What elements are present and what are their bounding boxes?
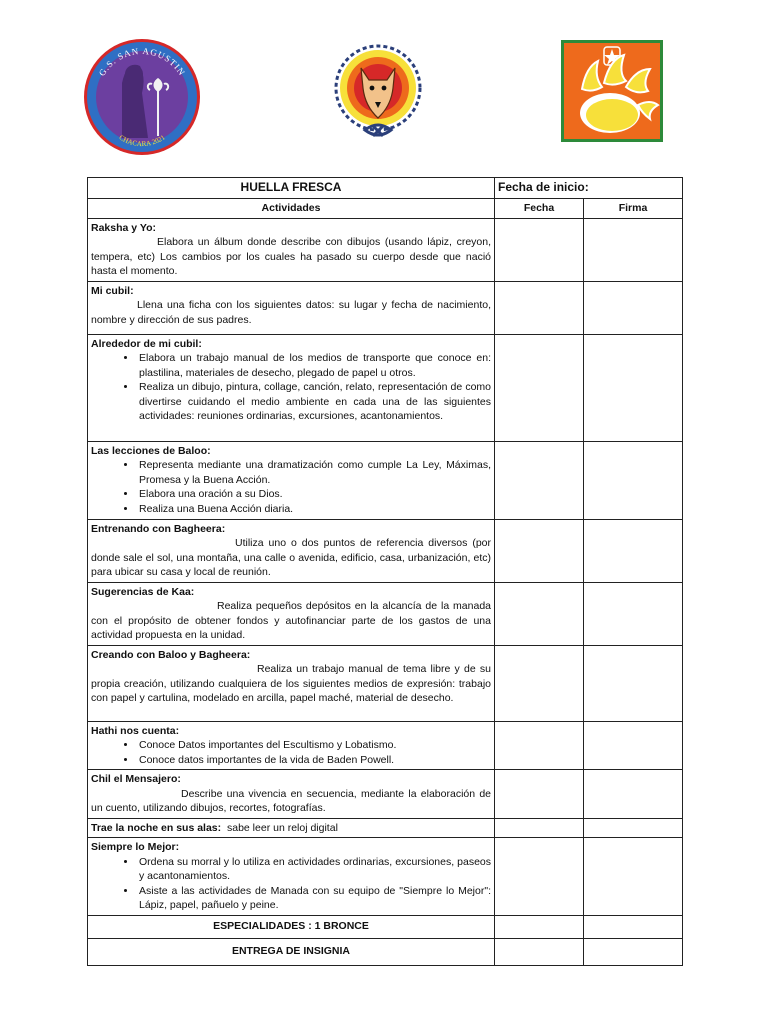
activity-text: sabe leer un reloj digital <box>227 821 338 834</box>
date-cell[interactable] <box>495 838 584 916</box>
activity-title: Trae la noche en sus alas: <box>91 821 222 834</box>
paw-badge-logo <box>560 39 664 143</box>
insignia-cell: ENTREGA DE INSIGNIA <box>88 938 495 965</box>
date-cell[interactable] <box>495 334 584 441</box>
progress-table <box>87 177 683 966</box>
signature-cell[interactable] <box>584 218 683 281</box>
signature-header: Firma <box>584 199 683 219</box>
date-cell[interactable] <box>495 770 584 819</box>
date-cell[interactable] <box>495 218 584 281</box>
activity-text: Elabora un álbum donde describe con dibujos (usando lápiz, creyon, tempera, etc) Los cambios por los cuales ha pasado su cuerpo desde que nació hasta el momento. <box>91 236 491 277</box>
list-item: • Realiza una Buena Acción diaria. <box>137 502 491 517</box>
activity-cell <box>88 218 495 281</box>
activity-cell <box>88 818 495 838</box>
date-cell[interactable] <box>495 281 584 334</box>
activity-text: Realiza un trabajo manual de tema libre y de su propia creación, utilizando cualquiera de los siguientes medios de expresión: trabajo con papel y cartulina, modelado en arcilla, papel maché, material de desecho. <box>91 663 491 704</box>
table-row <box>88 218 683 281</box>
table-row <box>88 818 683 838</box>
date-cell[interactable] <box>495 519 584 582</box>
signature-cell[interactable] <box>584 938 683 965</box>
activity-title: Hathi nos cuenta: <box>91 724 180 737</box>
table-row <box>88 441 683 519</box>
activity-cell <box>88 645 495 721</box>
list-item: • Conoce Datos importantes del Escultismo y Lobatismo. <box>137 738 491 753</box>
signature-cell[interactable] <box>584 334 683 441</box>
activity-cell <box>88 441 495 519</box>
table-row <box>88 770 683 819</box>
activity-cell <box>88 519 495 582</box>
activity-title: Siempre lo Mejor: <box>91 841 180 853</box>
activity-list <box>91 351 491 424</box>
activity-title: Las lecciones de Baloo: <box>91 444 211 457</box>
list-item: • Asiste a las actividades de Manada con su equipo de "Siempre lo Mejor": Lápiz, papel, pañuelo y peine. <box>137 884 491 913</box>
list-item: • Conoce datos importantes de la vida de Baden Powell. <box>137 753 491 768</box>
table-row <box>88 915 683 938</box>
activity-list <box>91 738 491 767</box>
activity-cell <box>88 334 495 441</box>
table-row <box>88 519 683 582</box>
activity-title: Raksha y Yo: <box>91 221 156 234</box>
signature-cell[interactable] <box>584 441 683 519</box>
signature-cell[interactable] <box>584 519 683 582</box>
table-row <box>88 582 683 645</box>
activity-cell <box>88 281 495 334</box>
date-cell[interactable] <box>495 645 584 721</box>
date-cell[interactable] <box>495 818 584 838</box>
signature-cell[interactable] <box>584 582 683 645</box>
activity-title: Sugerencias de Kaa: <box>91 585 195 598</box>
signature-cell[interactable] <box>584 818 683 838</box>
date-cell[interactable] <box>495 582 584 645</box>
activity-text: Describe una vivencia en secuencia, mediante la elaboración de un cuento, utilizando dibujos, recortes, fotografías. <box>91 787 491 814</box>
date-cell[interactable] <box>495 721 584 770</box>
signature-cell[interactable] <box>584 645 683 721</box>
activity-title: Chil el Mensajero: <box>91 773 181 785</box>
signature-cell[interactable] <box>584 281 683 334</box>
activity-cell <box>88 582 495 645</box>
activity-list <box>91 458 491 516</box>
activity-title: Alrededor de mi cubil: <box>91 337 202 350</box>
date-cell[interactable] <box>495 441 584 519</box>
list-item: • Elabora un trabajo manual de los medios de transporte que conoce en: plastilina, materiales de desecho, plegado de papel u otros. <box>137 351 491 380</box>
activities-header: Actividades <box>88 199 495 219</box>
group-logo <box>82 38 202 156</box>
activity-text: Realiza pequeños depósitos en la alcancía de la manada con el propósito de obtener fondos y autofinanciar parte de los gastos de una actividad propuesta en la unidad. <box>91 600 491 641</box>
table-row <box>88 838 683 916</box>
group-name-text: G.S. SAN AGUSTIN <box>96 45 188 78</box>
specialties-cell: ESPECIALIDADES : 1 BRONCE <box>88 915 495 938</box>
wolf-emblem-logo <box>333 40 423 144</box>
activity-cell <box>88 838 495 916</box>
list-item: • Realiza un dibujo, pintura, collage, canción, relato, representación de como divertirse cuidando el medio ambiente en cada una de las siguientes actividades: reuniones ordinarias, excursiones, acantonamientos. <box>137 380 491 424</box>
table-row <box>88 281 683 334</box>
activity-list <box>91 855 491 913</box>
activity-text: Llena una ficha con los siguientes datos: su lugar y fecha de nacimiento, nombre y dirección de sus padres. <box>91 299 491 326</box>
list-item: • Representa mediante una dramatización como cumple La Ley, Máximas, Promesa y la Buena Acción. <box>137 458 491 487</box>
activity-text: Utiliza uno o dos puntos de referencia diversos (por donde sale el sol, una montaña, una calle o avenida, edificio, casa, urbanización, etc) para ubicar su casa y local de reunión. <box>91 537 491 578</box>
table-row <box>88 334 683 441</box>
signature-cell[interactable] <box>584 838 683 916</box>
activity-cell <box>88 721 495 770</box>
signature-cell[interactable] <box>584 770 683 819</box>
table-row <box>88 721 683 770</box>
signature-cell[interactable] <box>584 721 683 770</box>
date-header: Fecha <box>495 199 584 219</box>
table-title: HUELLA FRESCA <box>88 178 495 199</box>
table-row <box>88 645 683 721</box>
list-item: • Ordena su morral y lo utiliza en actividades ordinarias, excursiones, paseos y acantonamientos. <box>137 855 491 884</box>
date-cell[interactable] <box>495 915 584 938</box>
date-cell[interactable] <box>495 938 584 965</box>
table-row <box>88 938 683 965</box>
group-city-text: CHACARA 2021 <box>117 133 167 149</box>
activity-title: Mi cubil: <box>91 284 134 297</box>
logo-bar <box>0 0 768 170</box>
activity-title: Creando con Baloo y Bagheera: <box>91 648 251 661</box>
activity-title: Entrenando con Bagheera: <box>91 522 226 535</box>
signature-cell[interactable] <box>584 915 683 938</box>
list-item: • Elabora una oración a su Dios. <box>137 487 491 502</box>
start-date-label: Fecha de inicio: <box>495 178 683 199</box>
activity-cell <box>88 770 495 819</box>
